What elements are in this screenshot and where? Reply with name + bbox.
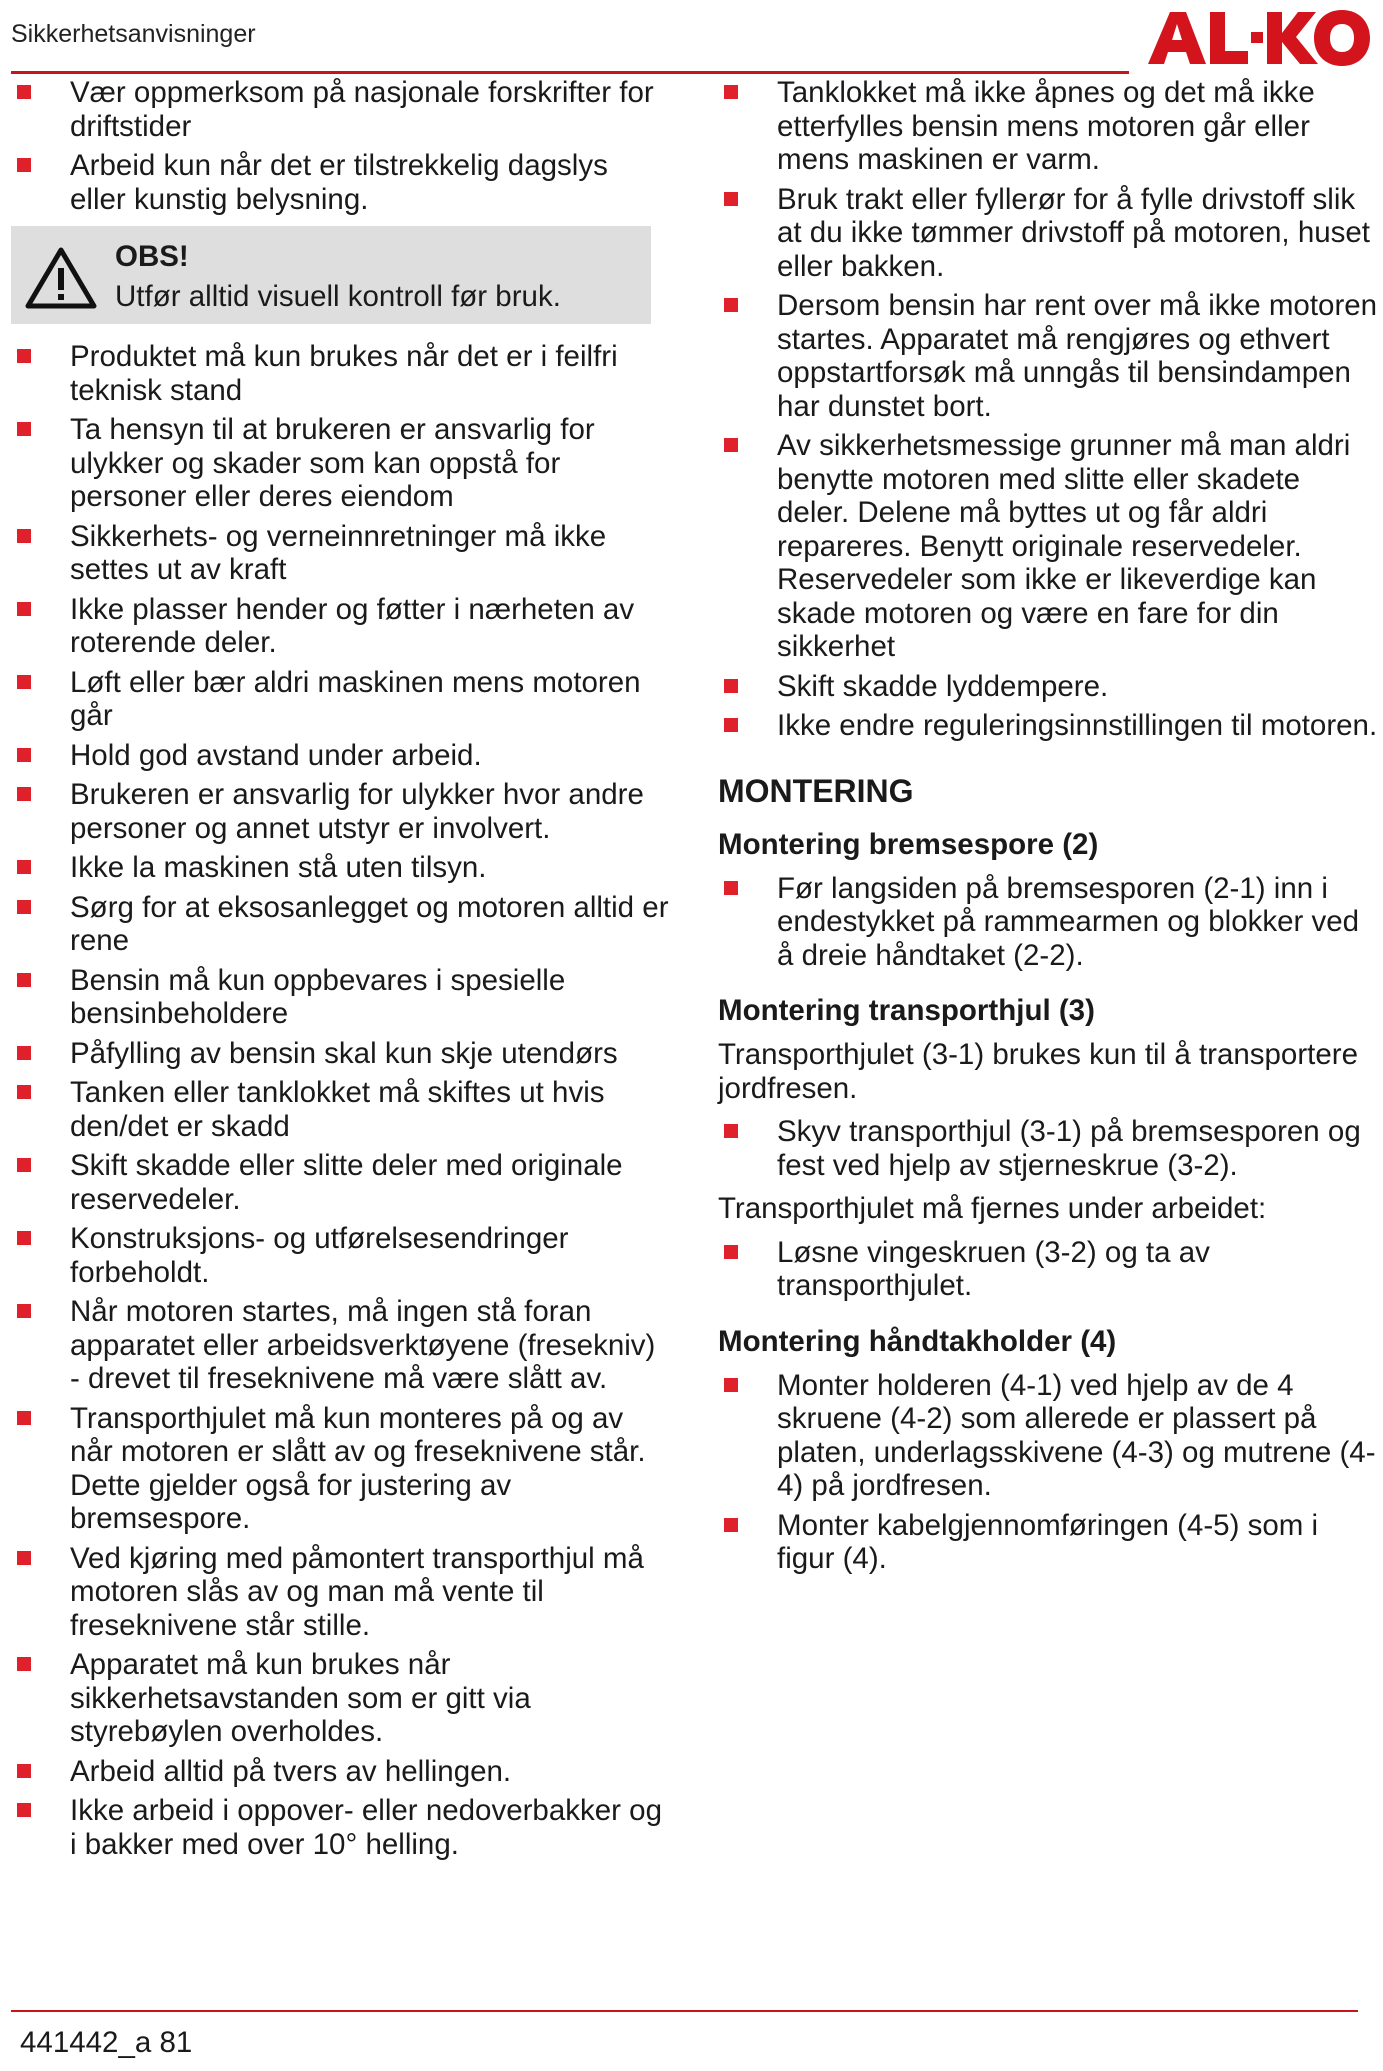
footer	[20, 2026, 192, 2060]
bullet-square-icon	[17, 1803, 31, 1817]
list-item: Hold god avstand under arbeid.	[11, 739, 671, 773]
list-item: Dersom bensin har rent over må ikke motoren startes. Apparatet må rengjøres og ethvert oppstartforsøk må unngås til bensindampen har dunstet bort.	[718, 289, 1378, 423]
list-item: Når motoren startes, må ingen stå foran apparatet eller arbeidsverktøyene (fresekniv) - drevet til freseknivene må være slått av.	[11, 1295, 671, 1396]
notice-title: OBS!	[115, 240, 189, 273]
list-item: Ikke plasser hender og føtter i nærheten av roterende deler.	[11, 593, 671, 660]
bullet-square-icon	[724, 1124, 738, 1138]
bullet-square-icon	[17, 602, 31, 616]
bullet-square-icon	[724, 1245, 738, 1259]
bullet-square-icon	[17, 529, 31, 543]
bullet-square-icon	[17, 1764, 31, 1778]
list-item: Konstruksjons- og utførelsesendringer forbeholdt.	[11, 1222, 671, 1289]
list-item: Av sikkerhetsmessige grunner må man aldri benytte motoren med slitte eller skadete deler. Delene må byttes ut og får aldri repareres. Benytt originale reservedeler. Reservedeler som ikke er likeverdige kan skade motoren og være en fare for din sikkerhet	[718, 429, 1378, 664]
bullet-square-icon	[17, 1231, 31, 1245]
left-top-list	[11, 76, 671, 216]
transport-remove-intro: Transporthjulet må fjernes under arbeidet:	[718, 1192, 1267, 1225]
bullet-square-icon	[724, 679, 738, 693]
list-item: Skift skadde lyddempere.	[718, 670, 1378, 704]
notice-box	[11, 226, 651, 324]
list-item: Transporthjulet må kun monteres på og av når motoren er slått av og freseknivene står. Dette gjelder også for justering av bremsespore.	[11, 1402, 671, 1536]
bullet-square-icon	[17, 422, 31, 436]
list-item: Sikkerhets- og verneinnretninger må ikke settes ut av kraft	[11, 520, 671, 587]
list-item: Arbeid kun når det er tilstrekkelig dagslys eller kunstig belysning.	[11, 149, 671, 216]
bullet-square-icon	[17, 973, 31, 987]
right-column	[718, 76, 1378, 1582]
list-item: Vær oppmerksom på nasjonale forskrifter for driftstider	[11, 76, 671, 143]
list-item: Sørg for at eksosanlegget og motoren alltid er rene	[11, 891, 671, 958]
bullet-square-icon	[17, 1046, 31, 1060]
bullet-square-icon	[724, 438, 738, 452]
bullet-square-icon	[17, 860, 31, 874]
left-column	[11, 76, 671, 1867]
page-number: 81	[159, 2026, 193, 2059]
bullet-square-icon	[17, 1085, 31, 1099]
list-item: Produktet må kun brukes når det er i feilfri teknisk stand	[11, 340, 671, 407]
bullet-square-icon	[724, 718, 738, 732]
subheading-brake: Montering bremsespore (2)	[718, 827, 1099, 861]
bullet-square-icon	[724, 1518, 738, 1532]
bullet-square-icon	[724, 881, 738, 895]
list-item: Ikke endre reguleringsinnstillingen til motoren.	[718, 709, 1378, 743]
bullet-square-icon	[724, 192, 738, 206]
list-item: Ikke arbeid i oppover- eller nedoverbakker og i bakker med over 10° helling.	[11, 1794, 671, 1861]
transport-list	[718, 1115, 1378, 1182]
doc-id: 441442_a	[20, 2026, 152, 2059]
warning-triangle-icon	[25, 246, 97, 310]
list-item: Før langsiden på bremsesporen (2-1) inn i endestykket på rammearmen og blokker ved å dreie håndtaket (2-2).	[718, 872, 1378, 973]
subheading-transport: Montering transporthjul (3)	[718, 994, 1095, 1027]
bullet-square-icon	[17, 675, 31, 689]
brand-logo	[1140, 2, 1372, 74]
bullet-square-icon	[17, 1158, 31, 1172]
bullet-square-icon	[17, 1304, 31, 1318]
handle-list	[718, 1369, 1378, 1576]
header-title: Sikkerhetsanvisninger	[11, 20, 256, 48]
list-item: Bruk trakt eller fyllerør for å fylle drivstoff slik at du ikke tømmer drivstoff på motoren, huset eller bakken.	[718, 183, 1378, 284]
bullet-square-icon	[17, 1411, 31, 1425]
bullet-square-icon	[724, 298, 738, 312]
list-item: Ikke la maskinen stå uten tilsyn.	[11, 851, 671, 885]
left-safety-list	[11, 340, 671, 1861]
list-item: Skyv transporthjul (3-1) på bremsesporen og fest ved hjelp av stjerneskrue (3-2).	[718, 1115, 1378, 1182]
bullet-square-icon	[17, 1551, 31, 1565]
list-item: Tanklokket må ikke åpnes og det må ikke etterfylles bensin mens motoren går eller mens maskinen er varm.	[718, 76, 1378, 177]
bullet-square-icon	[724, 85, 738, 99]
bullet-square-icon	[17, 349, 31, 363]
list-item: Skift skadde eller slitte deler med originale reservedeler.	[11, 1149, 671, 1216]
bullet-square-icon	[17, 748, 31, 762]
bullet-square-icon	[17, 787, 31, 801]
right-safety-list	[718, 76, 1378, 743]
list-item: Tanken eller tanklokket må skiftes ut hvis den/det er skadd	[11, 1076, 671, 1143]
notice-text: Utfør alltid visuell kontroll før bruk.	[115, 280, 561, 313]
list-item: Monter kabelgjennomføringen (4-5) som i figur (4).	[718, 1509, 1378, 1576]
bullet-square-icon	[17, 85, 31, 99]
list-item: Løft eller bær aldri maskinen mens motoren går	[11, 666, 671, 733]
footer-rule	[11, 2010, 1358, 2012]
list-item: Ved kjøring med påmontert transporthjul må motoren slås av og man må vente til freseknivene står stille.	[11, 1542, 671, 1643]
list-item: Løsne vingeskruen (3-2) og ta av transporthjulet.	[718, 1236, 1378, 1303]
transport-remove-list	[718, 1236, 1378, 1303]
brake-list	[718, 872, 1378, 973]
list-item: Bensin må kun oppbevares i spesielle bensinbeholdere	[11, 964, 671, 1031]
list-item: Påfylling av bensin skal kun skje utendørs	[11, 1037, 671, 1071]
list-item: Brukeren er ansvarlig for ulykker hvor andre personer og annet utstyr er involvert.	[11, 778, 671, 845]
list-item: Arbeid alltid på tvers av hellingen.	[11, 1755, 671, 1789]
list-item: Monter holderen (4-1) ved hjelp av de 4 skruene (4-2) som allerede er plassert på platen, underlagsskivene (4-3) og mutrene (4-4) på jordfresen.	[718, 1369, 1378, 1503]
transport-intro: Transporthjulet (3-1) brukes kun til å transportere jordfresen.	[718, 1038, 1358, 1105]
bullet-square-icon	[17, 900, 31, 914]
header-rule	[11, 71, 1129, 74]
list-item: Apparatet må kun brukes når sikkerhetsavstanden som er gitt via styrebøylen overholdes.	[11, 1648, 671, 1749]
list-item: Ta hensyn til at brukeren er ansvarlig for ulykker og skader som kan oppstå for personer eller deres eiendom	[11, 413, 671, 514]
bullet-square-icon	[17, 1657, 31, 1671]
subheading-handle: Montering håndtakholder (4)	[718, 1324, 1117, 1358]
bullet-square-icon	[17, 158, 31, 172]
section-heading-montering: MONTERING	[718, 772, 914, 809]
bullet-square-icon	[724, 1378, 738, 1392]
